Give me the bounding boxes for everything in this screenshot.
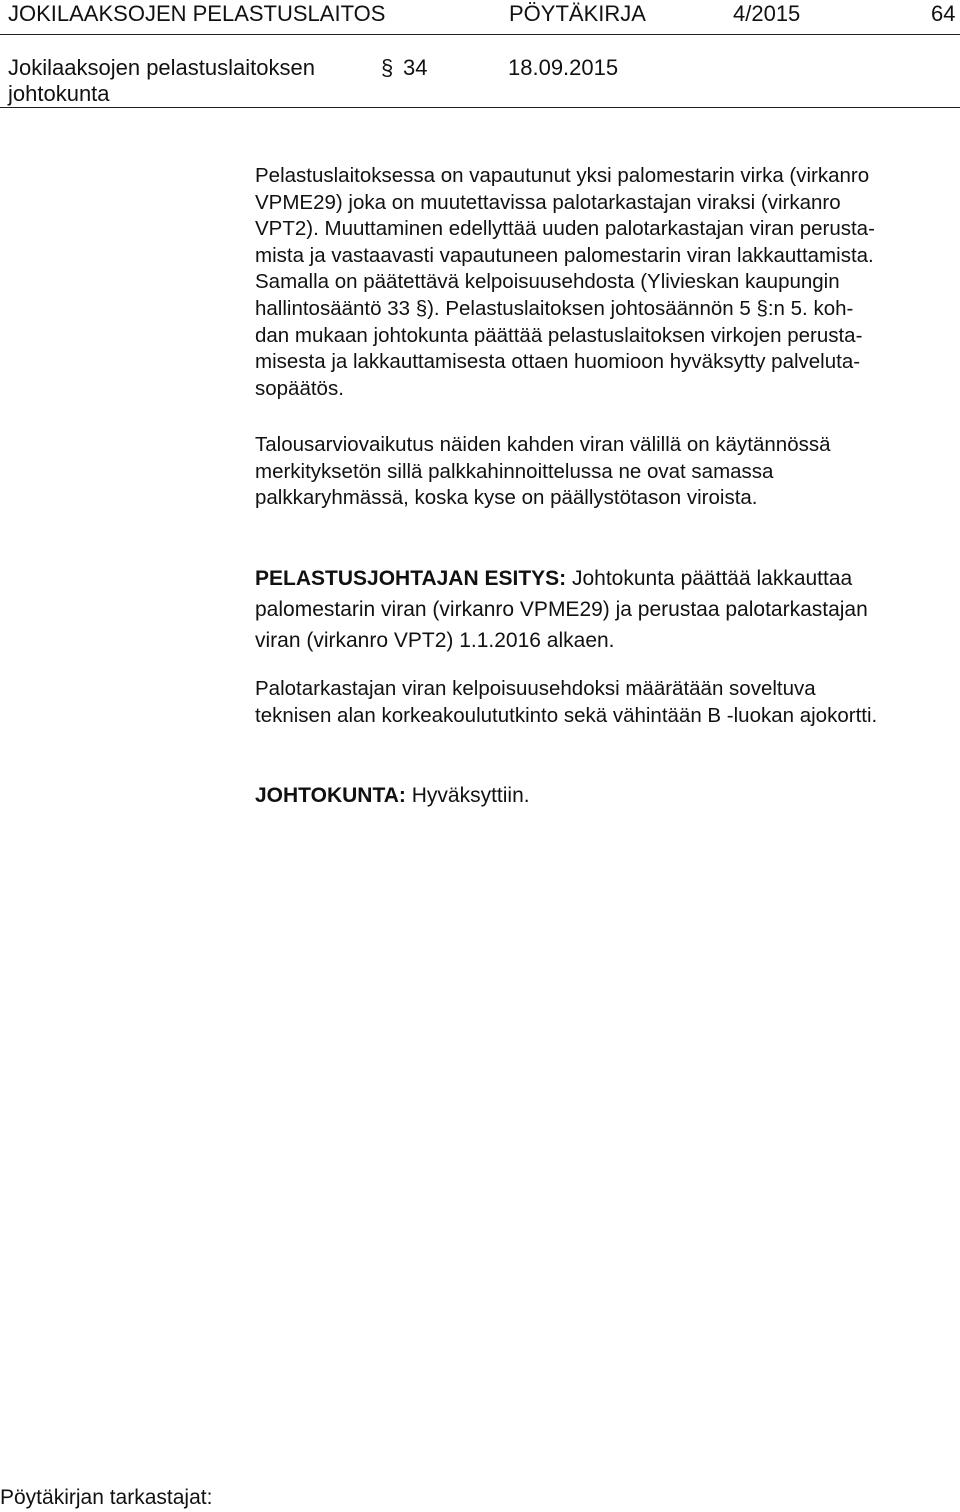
qualification-section — [255, 675, 877, 729]
text-line: Palotarkastajan viran kelpoisuusehdoksi määrätään soveltuva — [255, 677, 816, 700]
paragraph-budget-impact — [255, 432, 831, 512]
text-line: dan mukaan johtokunta päättää pelastuslaitoksen virkojen perusta- — [255, 323, 863, 347]
text-line: VPME29) joka on muutettavissa palotarkastajan viraksi (virkanro — [255, 190, 841, 214]
proposal-line: viran (virkanro VPT2) 1.1.2016 alkaen. — [255, 629, 615, 652]
reviewers-label: Pöytäkirjan tarkastajat: — [0, 1486, 213, 1509]
proposal-section — [255, 563, 868, 656]
document-type: PÖYTÄKIRJA — [509, 1, 646, 26]
page-number: 64 — [931, 1, 956, 26]
text-line: sopäätös. — [255, 376, 344, 400]
meeting-date: 18.09.2015 — [508, 55, 619, 80]
text-line: teknisen alan korkeakoulututkinto sekä vähintään B -luokan ajokortti. — [255, 704, 878, 727]
text-line: mista ja vastaavasti vapautuneen palomestarin viran lakkauttamista. — [255, 243, 874, 267]
text-line: Samalla on päätettävä kelpoisuusehdosta (Ylivieskan kaupungin — [255, 270, 840, 294]
text-line: Talousarviovaikutus näiden kahden viran välillä on käytännössä — [255, 433, 831, 456]
decision-section — [255, 783, 530, 809]
decision-label: JOHTOKUNTA: — [255, 784, 406, 807]
proposal-text: Johtokunta päättää lakkauttaa — [566, 567, 853, 590]
header-divider — [0, 34, 960, 35]
text-line: merkityksetön sillä palkkahinnoittelussa ne ovat samassa — [255, 459, 774, 483]
decision-text: Hyväksyttiin. — [405, 784, 530, 807]
text-line: hallintosääntö 33 §). Pelastuslaitoksen johtosäännön 5 §:n 5. koh- — [255, 296, 854, 320]
proposal-label: PELASTUSJOHTAJAN ESITYS: — [255, 567, 567, 590]
proposal-line: palomestarin viran (virkanro VPME29) ja perustaa palotarkastajan — [255, 598, 868, 621]
body-name-line1: Jokilaaksojen pelastuslaitoksen — [8, 55, 315, 80]
paragraph-background — [255, 163, 875, 402]
body-name-line2: johtokunta — [8, 81, 110, 106]
section-sign: § — [381, 55, 394, 80]
section-number: 34 — [403, 55, 428, 80]
document-number: 4/2015 — [733, 1, 801, 26]
text-line: Pelastuslaitoksessa on vapautunut yksi palomestarin virka (virkanro — [255, 164, 870, 187]
proposal-line — [255, 563, 868, 594]
text-line: VPT2). Muuttaminen edellyttää uuden palotarkastajan viran perusta- — [255, 217, 875, 241]
organization-name: JOKILAAKSOJEN PELASTUSLAITOS — [8, 1, 386, 26]
text-line: palkkaryhmässä, koska kyse on päällystötason viroista. — [255, 486, 758, 510]
text-line: misesta ja lakkauttamisesta ottaen huomioon hyväksytty palveluta- — [255, 350, 861, 374]
subheader-divider — [0, 107, 960, 108]
